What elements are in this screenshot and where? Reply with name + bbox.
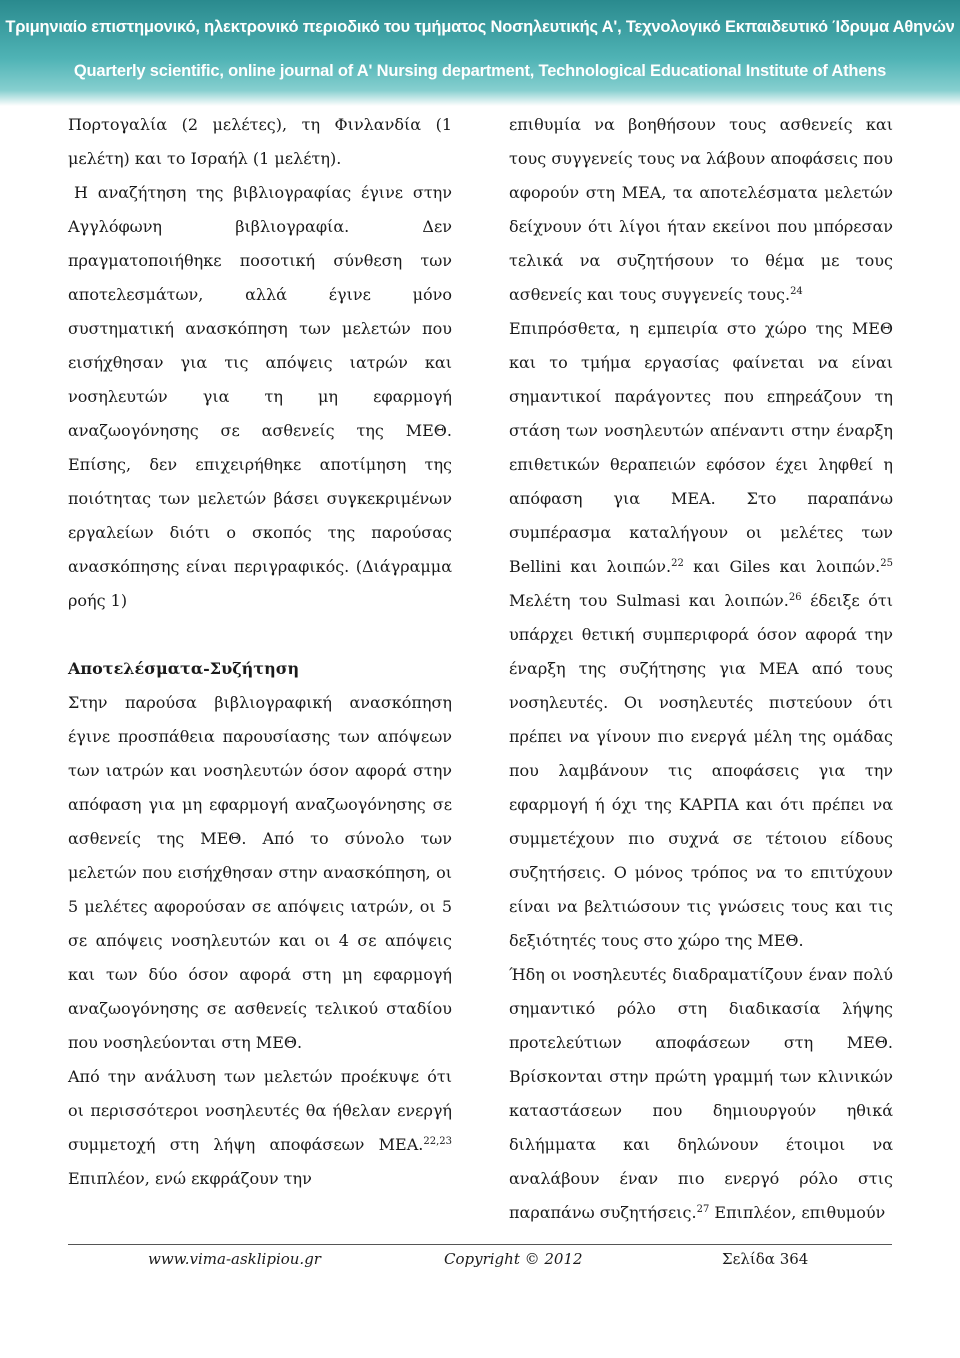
section-heading-results: Αποτελέσματα-Συζήτηση xyxy=(68,659,300,678)
paragraph-wishes xyxy=(509,108,893,312)
citation-ref: 26 xyxy=(788,592,802,603)
citation-ref: 24 xyxy=(790,286,803,297)
analysis-text: Από την ανάλυση των μελετών προέκυψε ότι οι περισσότεροι νοσηλευτές θα ήθελαν ενεργή συμμετοχή στη λήψη αποφάσεων ΜΕΑ. xyxy=(68,1067,452,1154)
experience-text-d: έδειξε ότι υπάρχει θετική συμπεριφορά όσον αφορά την έναρξη της συζήτησης για ΜΕΑ από τους νοσηλευτές. Οι νοσηλευτές πιστεύουν ότι πρέπει να γίνουν πιο ενεργά μέλη της ομάδας που λαμβάνουν τις αποφάσεις για την εφαρμογή ή όχι της ΚΑΡΠΑ και ότι πρέπει να συμμετέχουν πιο συχνά σε τέτοιου είδους συζητήσεις. Ο μόνος τρόπος να το επιτύχουν είναι να βελτιώσουν τις γνώσεις τους και τις δεξιότητές τους στο χώρο της ΜΕΘ. xyxy=(509,591,894,950)
citation-ref: 22,23 xyxy=(423,1136,452,1147)
citation-ref: 22 xyxy=(671,558,684,569)
footer-copyright: Copyright © 2012 xyxy=(444,1250,583,1268)
right-column xyxy=(509,108,893,1230)
left-column xyxy=(68,108,452,1196)
header-greek-title: Τριμηνιαίο επιστημονικό, ηλεκτρονικό περιοδικό του τμήματος Νοσηλευτικής Α', Τεχνολογικό Εκπαιδευτικό Ίδρυμα Αθηνών xyxy=(5,18,955,36)
experience-text-a: Επιπρόσθετα, η εμπειρία στο χώρο της ΜΕΘ και το τμήμα εργασίας φαίνεται να είναι σημαντικοί παράγοντες που επηρεάζουν τη στάση των νοσηλευτών απέναντι στην έναρξη επιθετικών θεραπειών εφόσον έχει ληφθεί η απόφαση για ΜΕΑ. Στο παραπάνω συμπέρασμα καταλήγουν οι μελέτες των Bellini και λοιπών. xyxy=(509,319,893,576)
footer-website-link[interactable]: www.vima-asklipiou.gr xyxy=(148,1250,321,1268)
role-tail: Επιπλέον, επιθυμούν xyxy=(709,1203,886,1222)
journal-header-banner xyxy=(0,0,960,106)
analysis-tail: Επιπλέον, ενώ εκφράζουν την xyxy=(68,1169,312,1188)
paragraph-experience xyxy=(509,312,893,958)
paragraph-countries: Πορτογαλία (2 μελέτες), τη Φινλανδία (1 μελέτη) και το Ισραήλ (1 μελέτη). xyxy=(68,115,452,168)
experience-text-b: και Giles και λοιπών. xyxy=(683,557,881,576)
experience-text-c: Μελέτη του Sulmasi και λοιπών. xyxy=(509,591,789,610)
paragraph-analysis xyxy=(68,1060,452,1196)
paragraph-results-intro: Στην παρούσα βιβλιογραφική ανασκόπηση έγινε προσπάθεια παρουσίασης των απόψεων των ιατρών και νοσηλευτών όσον αφορά στην απόφαση για μη εφαρμογή αναζωογόνησης σε ασθενείς της ΜΕΘ. Από το σύνολο των μελετών που εισήχθησαν στην ανασκόπηση, οι 5 μελέτες αφορούσαν σε απόψεις ιατρών, οι 5 σε απόψεις νοσηλευτών και οι 4 σε απόψεις και των δύο όσον αφορά στη μη εφαρμογή αναζωογόνησης σε ασθενείς τελικού σταδίου που νοσηλεύονται στη ΜΕΘ. xyxy=(68,693,452,1052)
wishes-text: επιθυμία να βοηθήσουν τους ασθενείς και τους συγγενείς τους να λάβουν αποφάσεις που αφορούν στη ΜΕΑ, τα αποτελέσματα μελετών δείχνουν ότι λίγοι ήταν εκείνοι που μπόρεσαν τελικά να συζητήσουν το θέμα με τους ασθενείς και τους συγγενείς τους. xyxy=(509,115,893,304)
footer-page-number: Σελίδα 364 xyxy=(722,1250,809,1268)
citation-ref: 25 xyxy=(880,558,894,569)
paragraph-role xyxy=(509,958,893,1230)
paragraph-methods: Η αναζήτηση της βιβλιογραφίας έγινε στην Αγγλόφωνη βιβλιογραφία. Δεν πραγματοποιήθηκε ποσοτική σύνθεση των αποτελεσμάτων, αλλά έγινε μόνο συστηματική ανασκόπηση των μελετών που εισήχθησαν για τις απόψεις ιατρών και νοσηλευτών για τη μη εφαρμογή αναζωογόνησης σε ασθενείς της ΜΕΘ. Επίσης, δεν επιχειρήθηκε αποτίμηση της ποιότητας των μελετών βάσει συγκεκριμένων εργαλείων διότι ο σκοπός της παρούσας ανασκόπησης είναι περιγραφικός. (Διάγραμμα ροής 1) xyxy=(68,183,452,610)
header-english-title: Quarterly scientific, online journal of A' Nursing department, Technological Educational Institute of Athens xyxy=(73,62,887,80)
citation-ref: 27 xyxy=(696,1204,710,1215)
role-text: Ήδη οι νοσηλευτές διαδραματίζουν έναν πολύ σημαντικό ρόλο στη διαδικασία λήψης προτελεύτιων αποφάσεων στη ΜΕΘ. Βρίσκονται στην πρώτη γραμμή των κλινικών καταστάσεων που δημιουργούν ηθικά διλήμματα και δηλώνουν έτοιμοι να αναλάβουν έναν πιο ενεργό ρόλο στις παραπάνω συζητήσεις. xyxy=(509,965,893,1222)
footer-divider xyxy=(68,1244,892,1245)
